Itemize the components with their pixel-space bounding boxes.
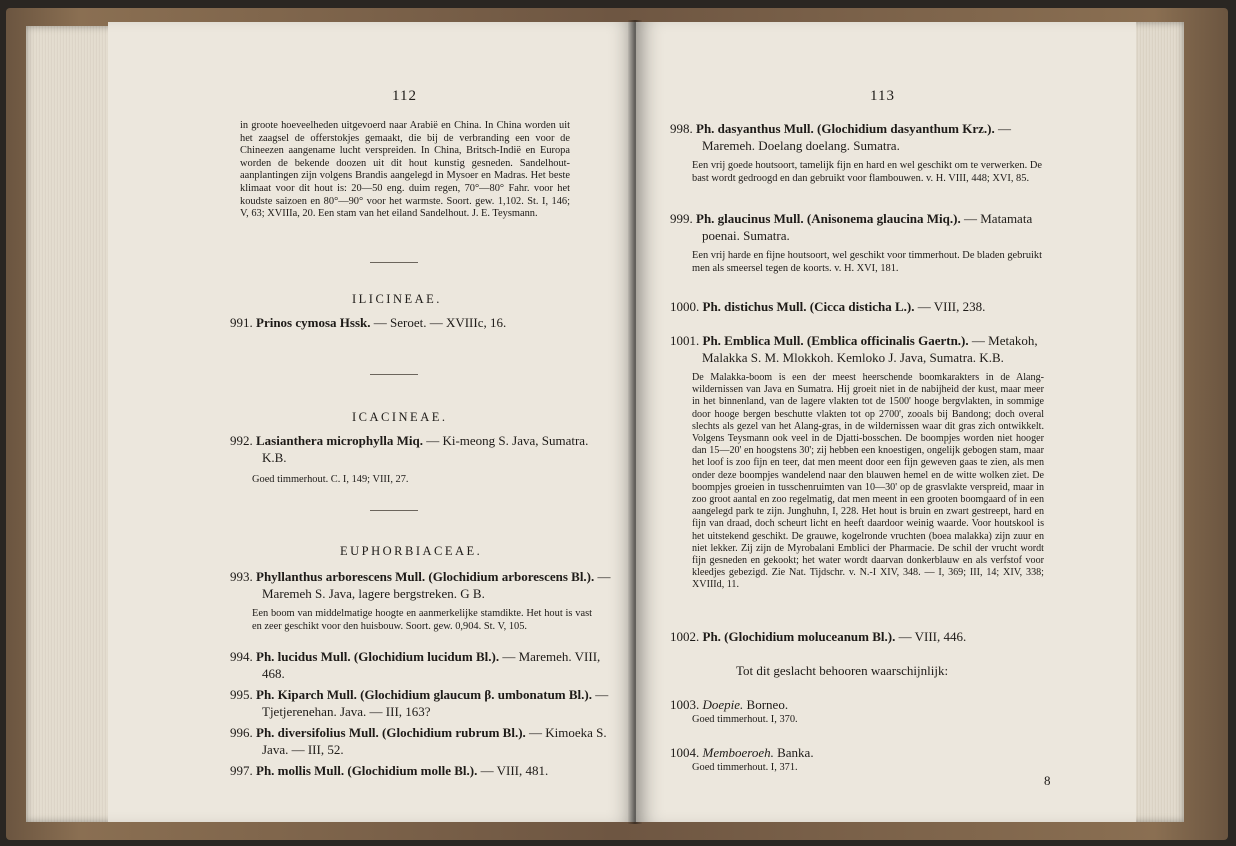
entry-name: Memboeroeh. xyxy=(702,745,774,760)
entry-1004 xyxy=(670,744,1062,761)
intro-paragraph: in groote hoeveelheden uitgevoerd naar Arabië en China. In China worden uit het zaagsel de offerstokjes gemaakt, die bij de verbranding een voor de Chineezen aangename lucht verspreiden. In China, Britsch-Indië en Europa worden de bekende doozen uit dit hout kunstig gesneden. Sandelhout-aanplantingen zijn volgens Brandis aangelegd in Mysoer en Madras. Het beste klimaat voor dit hout is: 20—50 eng. duim regen, 70°—80° Fahr. voor het koudste saizoen en 80°—90° voor het warmste. Soort. gew. 1,102. St. I, 146; V, 63; XVIIIa, 20. Een stam van het eiland Sandelhout. J. E. Teysmann. xyxy=(240,120,570,220)
entry-name: Ph. Emblica Mull. (Emblica officinalis Gaertn.). xyxy=(702,333,969,348)
entry-rest: — Tjetjerenehan. Java. — III, 163? xyxy=(262,687,609,719)
genus-line: Tot dit geslacht behooren waarschijnlijk: xyxy=(736,663,949,678)
entry-number: 1001. xyxy=(670,333,700,348)
entry-998-note: Een vrij goede houtsoort, tamelijk fijn en hard en wel geschikt om te verwerken. De bast wordt gedroogd en dan gebruikt voor flambouwen. v. H. VIII, 448; XVI, 85. xyxy=(692,160,1042,184)
entry-number: 1002. xyxy=(670,629,700,644)
entry-number: 1003. xyxy=(670,697,700,712)
entry-name: Ph. diversifolius Mull. (Glochidium rubrum Bl.). xyxy=(256,725,526,740)
heading-euphorbiaceae: EUPHORBIACEAE. xyxy=(340,544,483,558)
entry-number: 993. xyxy=(230,569,253,584)
entry-991 xyxy=(230,314,580,331)
entry-1001 xyxy=(670,332,1062,366)
entry-name: Ph. (Glochidium moluceanum Bl.). xyxy=(702,629,896,644)
entry-number: 994. xyxy=(230,649,253,664)
entry-name: Ph. distichus Mull. (Cicca disticha L.). xyxy=(702,299,915,314)
entry-1002 xyxy=(670,628,1062,645)
entry-name: Ph. dasyanthus Mull. (Glochidium dasyanthum Krz.). xyxy=(696,121,995,136)
entry-1003-note: Goed timmerhout. I, 370. xyxy=(692,714,798,725)
entry-name: Prinos cymosa Hssk. xyxy=(256,315,371,330)
entry-996 xyxy=(230,724,612,758)
entry-rest: — VIII, 446. xyxy=(898,629,967,644)
entry-rest: — Matamata poenai. Sumatra. xyxy=(702,211,1033,243)
entry-number: 999. xyxy=(670,211,693,226)
entry-rest: — Maremeh. Doelang doelang. Sumatra. xyxy=(702,121,1011,153)
entry-name: Doepie. xyxy=(702,697,744,712)
entry-number: 1000. xyxy=(670,299,700,314)
entry-number: 995. xyxy=(230,687,253,702)
divider xyxy=(370,510,418,511)
entry-rest: — VIII, 238. xyxy=(917,299,986,314)
entry-rest: — Kimoeka S. Java. — III, 52. xyxy=(262,725,607,757)
entry-993-note: Een boom van middelmatige hoogte en aanmerkelijke stamdikte. Het hout is vast en zeer geschikt voor den huisbouw. Soort. gew. 0,904. St. V, 105. xyxy=(252,608,592,632)
heading-ilicineae: ILICINEAE. xyxy=(352,292,442,306)
entry-number: 992. xyxy=(230,433,253,448)
entry-rest: Banka. xyxy=(777,745,814,760)
entry-992-note: Goed timmerhout. C. I, 149; VIII, 27. xyxy=(252,474,409,485)
entry-1001-note: De Malakka-boom is een der meest heerschende boomkarakters in de Alang-wildernissen van Java en Sumatra. Hij groeit niet in de nabijheid der kust, maar meer in het binnenland, van de lagere vlakten tot de 1500' hooge bergvlakten, in sommige door hooge bergen beschutte vlakten tot op 2700', zooals bij Bandong; doch overal slechts als gezel van het Alang-gras, in de wildernissen waar dit gras zich ontwikkelt. Volgens Teysmann ook veel in de Djatti-bosschen. De boompjes worden niet hooger dan 15—20' en hoogstens 30'; zij hebben een knoestigen, ongelijk gebogen stam, maar het loof is zoo fijn en teer, dat men meent door een fijn geweven gaas te zien, als men onder deze boompjes wandelend naar den blauwen hemel en de witte wolken ziet. De boompjes groeien in tusschenruimten van 10—30' op de grasvlakte verspreid, maar in zoo groot aantal en zoo regelmatig, dat men meent in een grooten boomgaard of in een aangelegd park te zijn. Junghuhn, I, 228. Het hout is bruin en zwart gestreept, hard en fijn van draad, doch scheurt licht en heeft daardoor weinig waarde. Voor houtskool is het uitstekend geschikt. De grauwe, kogelronde vruchten (boea malakka) zijn zuur en niet lekker. Zij zijn de Myrobalani Emblici der Pharmacie. De schil der vrucht wordt fijn gesneden en gekookt; het water wordt daarvan donkerblauw en als verfstof voor kleedjes gebezigd. Zie Nat. Tijdschr. v. N.-I XIV, 348. — I, 369; III, 14; XIV, 338; XVIIId, 11. xyxy=(692,372,1044,591)
entry-name: Ph. lucidus Mull. (Glochidium lucidum Bl.). xyxy=(256,649,500,664)
page-number-left: 112 xyxy=(392,88,417,104)
right-page xyxy=(636,22,1136,822)
entry-number: 998. xyxy=(670,121,693,136)
entry-number: 997. xyxy=(230,763,253,778)
entry-rest: — Maremeh. VIII, 468. xyxy=(262,649,601,681)
entry-name: Ph. Kiparch Mull. (Glochidium glaucum β. umbonatum Bl.). xyxy=(256,687,592,702)
entry-994 xyxy=(230,648,612,682)
entry-997 xyxy=(230,762,612,779)
entry-rest: Borneo. xyxy=(746,697,789,712)
entry-992 xyxy=(230,432,612,466)
entry-1000 xyxy=(670,298,1062,315)
entry-name: Lasianthera microphylla Miq. xyxy=(256,433,423,448)
entry-rest: — Maremeh S. Java, lagere bergstreken. G B. xyxy=(262,569,611,601)
entry-number: 996. xyxy=(230,725,253,740)
entry-1003 xyxy=(670,696,1062,713)
divider xyxy=(370,262,418,263)
signature-mark: 8 xyxy=(1044,773,1051,788)
entry-999-note: Een vrij harde en fijne houtsoort, wel geschikt voor timmerhout. De bladen gebruikt men als smeersel tegen de koorts. v. H. XVI, 181. xyxy=(692,250,1042,274)
left-page xyxy=(108,22,636,822)
entry-number: 1004. xyxy=(670,745,700,760)
heading-icacineae: ICACINEAE. xyxy=(352,410,448,424)
divider xyxy=(370,374,418,375)
page-number-right: 113 xyxy=(870,88,895,104)
entry-number: 991. xyxy=(230,315,253,330)
entry-998 xyxy=(670,120,1062,154)
entry-1004-note: Goed timmerhout. I, 371. xyxy=(692,762,798,773)
entry-rest: — VIII, 481. xyxy=(480,763,549,778)
entry-rest: — Ki-meong S. Java, Sumatra. K.B. xyxy=(262,433,589,465)
entry-995 xyxy=(230,686,612,720)
entry-rest: — Seroet. — XVIIIc, 16. xyxy=(373,315,507,330)
entry-rest: — Metakoh, Malakka S. M. Mlokkoh. Kemloko J. Java, Sumatra. K.B. xyxy=(702,333,1038,365)
entry-name: Phyllanthus arborescens Mull. (Glochidium arborescens Bl.). xyxy=(256,569,595,584)
entry-999 xyxy=(670,210,1062,244)
entry-name: Ph. mollis Mull. (Glochidium molle Bl.). xyxy=(256,763,478,778)
entry-name: Ph. glaucinus Mull. (Anisonema glaucina Miq.). xyxy=(696,211,961,226)
entry-993 xyxy=(230,568,612,602)
